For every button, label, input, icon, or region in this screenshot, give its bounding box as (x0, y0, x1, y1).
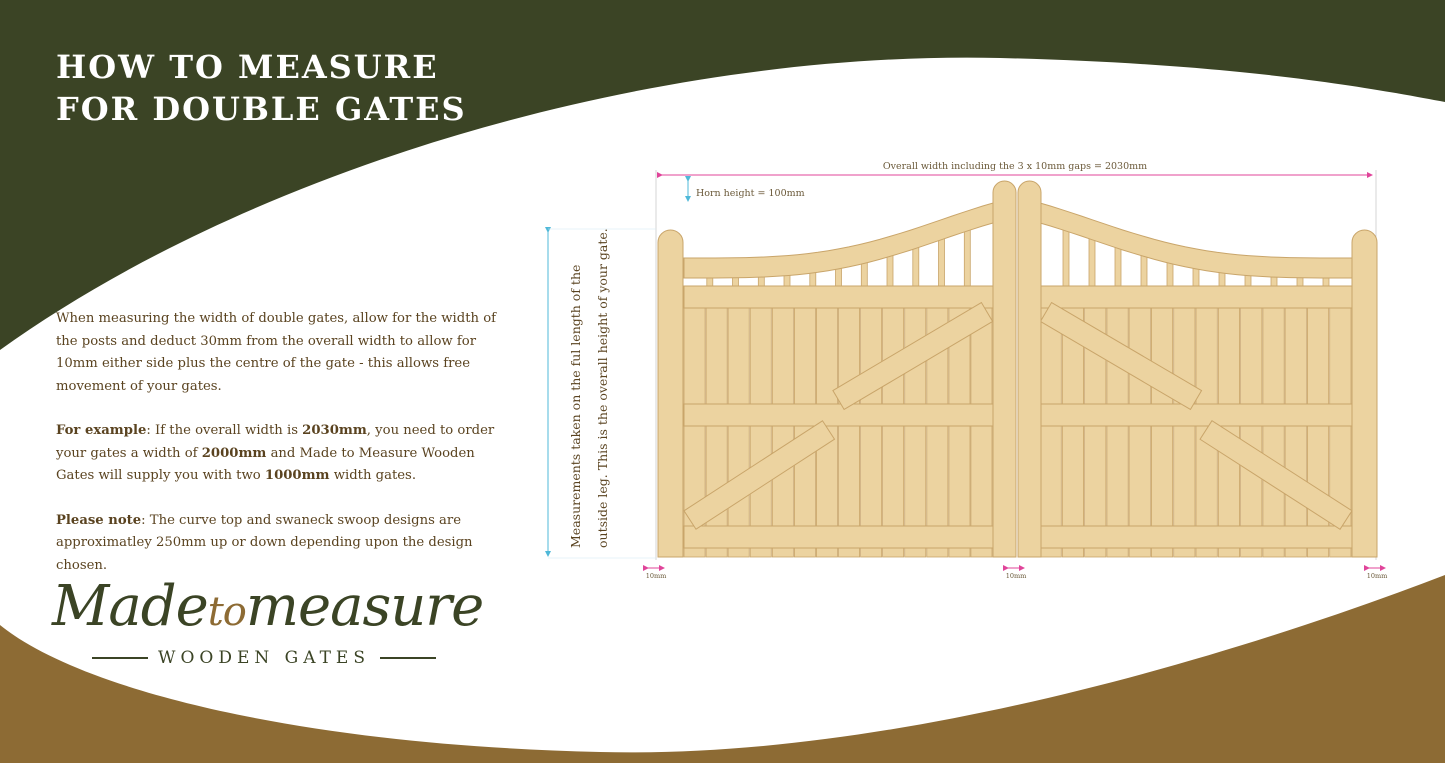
logo-wordmark (52, 574, 483, 639)
gate-board (1040, 300, 1061, 557)
gate-board (883, 300, 904, 557)
example-text-2: , you need to order your gates a width of (56, 423, 495, 461)
gate-board (1129, 300, 1150, 557)
gap-marker-centre (1006, 568, 1027, 580)
note-text: : The curve top and swaneck swoop designs are approximatley 250mm up or down depending upon the design chosen. (56, 512, 473, 573)
example-paragraph (56, 420, 516, 488)
gate-diagram (540, 150, 1400, 590)
gate-board (861, 300, 882, 557)
gate-top-rail (684, 203, 993, 278)
double-gate-illustration (658, 181, 1377, 557)
gate-board (1263, 300, 1284, 557)
instructions-paragraph: When measuring the width of double gates, allow for the width of the posts and deduct 30mm from the overall width to allow for 10mm either side plus the centre of the gate - this allows free movement of your gates. (56, 311, 497, 394)
example-text-3: and Made to Measure Wooden Gates will supply you with two (56, 445, 475, 483)
gate-centre-stile-right (1018, 181, 1041, 557)
gate-middle-rail (1040, 404, 1352, 426)
example-label: For example (56, 423, 147, 438)
instructions-text (56, 308, 516, 599)
gate-bottom-rail (1040, 526, 1352, 548)
note-paragraph (56, 510, 516, 578)
logo-subtitle-text: WOODEN GATES (158, 648, 370, 668)
gate-board (750, 300, 771, 557)
gate-middle-rail (684, 404, 993, 426)
horn-height-label: Horn height = 100mm (696, 188, 805, 199)
gate-outer-stile-right (1352, 230, 1377, 557)
gap-label-left: 10mm (645, 572, 667, 580)
page-title (56, 46, 467, 130)
example-text-1: : If the overall width is (146, 423, 303, 438)
gap-label-right: 10mm (1366, 572, 1388, 580)
gap-marker-left (646, 568, 667, 580)
gate-board (1151, 300, 1172, 557)
note-label: Please note (56, 512, 142, 528)
logo-made: Made (52, 574, 208, 639)
example-value-1: 2030mm (302, 423, 367, 438)
title-line-2: FOR DOUBLE GATES (56, 90, 467, 128)
gate-board (772, 300, 793, 557)
height-label-line-1: Measurements taken on the ful length of the (568, 264, 583, 548)
gate-upper-rail (1040, 286, 1352, 308)
example-value-3: 1000mm (264, 468, 330, 483)
height-label-line-2: outside leg. This is the overall height of your gate. (595, 228, 610, 548)
title-line-1: HOW TO MEASURE (56, 48, 439, 86)
logo-rule-right (380, 657, 436, 659)
gate-bottom-rail (684, 526, 993, 548)
gate-top-rail (1040, 203, 1352, 278)
gate-outer-stile-left (658, 230, 683, 557)
gate-upper-rail (684, 286, 993, 308)
logo-subtitle (92, 648, 436, 668)
gate-board (971, 300, 992, 557)
gate-board (1174, 300, 1195, 557)
gate-centre-stile-left (993, 181, 1016, 557)
gate-board (1285, 300, 1306, 557)
gate-board (1241, 300, 1262, 557)
logo-to: to (207, 589, 246, 635)
gate-board (728, 300, 749, 557)
gap-label-centre: 10mm (1005, 572, 1027, 580)
gate-board (839, 300, 860, 557)
example-text-4: width gates. (329, 468, 417, 483)
example-value-2: 2000mm (201, 445, 267, 461)
overall-width-label: Overall width including the 3 x 10mm gaps = 2030mm (882, 161, 1148, 172)
logo-rule-left (92, 657, 148, 659)
logo-measure: measure (245, 574, 484, 639)
gap-marker-right (1367, 568, 1388, 580)
